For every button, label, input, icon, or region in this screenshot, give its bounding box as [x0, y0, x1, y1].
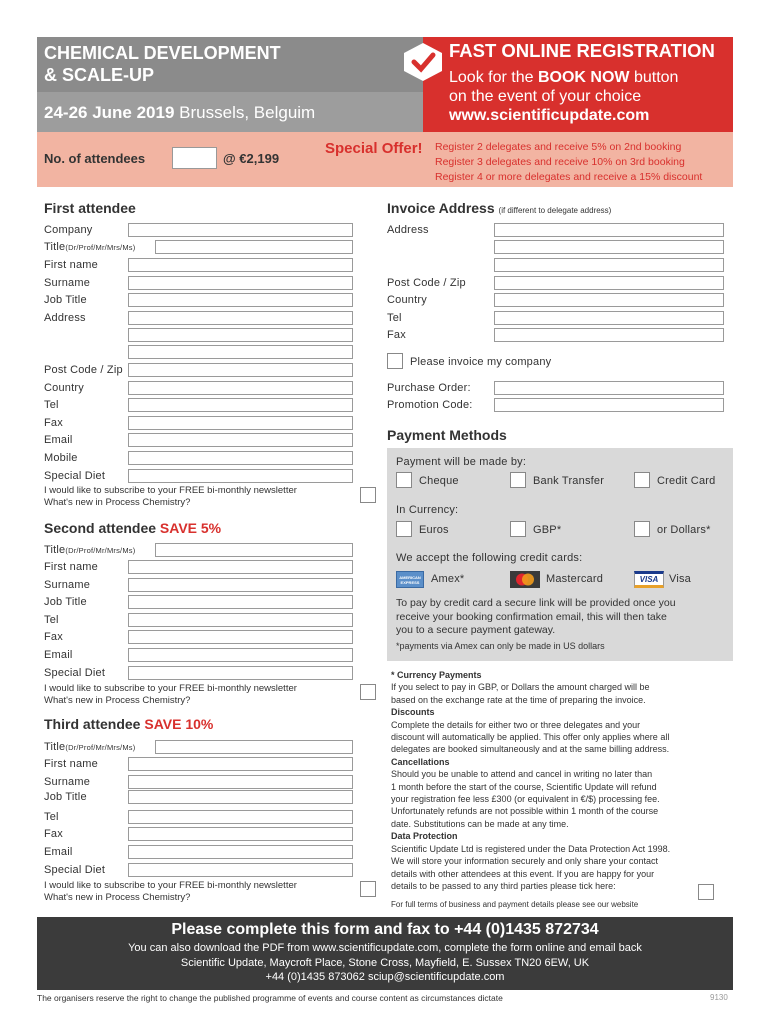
footer-lines: You can also download the PDF from www.scientificupdate.com, complete the form online and email back Scientific Update, Maycroft Place, Stone Cross, Mayfield, E. Sussex TN20 6EW, UK +44 (0)1435 873062 sciup@scientificupdate.com — [128, 942, 642, 983]
tel-field-3[interactable] — [128, 810, 353, 824]
fax-label-2: Fax — [44, 631, 63, 643]
mobile-field[interactable] — [128, 451, 353, 465]
book-now: BOOK NOW — [537, 69, 630, 86]
job-title-label-2: Job Title — [44, 596, 87, 608]
invoice-company-label: Please invoice my company — [410, 356, 552, 368]
first-name-field[interactable] — [128, 258, 353, 272]
post-code-label: Post Code / Zip — [44, 364, 123, 376]
email-label-3: Email — [44, 846, 73, 858]
form-code: 9130 — [710, 993, 728, 1002]
surname-label-3: Surname — [44, 776, 91, 788]
full-terms-note: For full terms of business and payment details please see our website — [391, 900, 639, 909]
attendees-input[interactable] — [172, 147, 217, 169]
location: Brussels, Belguim — [179, 103, 316, 122]
tel-field[interactable] — [128, 398, 353, 412]
title-field[interactable] — [155, 240, 353, 254]
visa-label: Visa — [669, 573, 691, 585]
invoice-country-field[interactable] — [494, 293, 724, 307]
fax-label-3: Fax — [44, 828, 63, 840]
first-name-label-3: First name — [44, 758, 98, 770]
email-label-2: Email — [44, 649, 73, 661]
first-name-field-3[interactable] — [128, 757, 353, 771]
address-field-2[interactable] — [128, 328, 353, 342]
reg-text: Look for the BOOK NOW button on the event of your choice www.scientificupdate.com — [449, 69, 679, 124]
company-field[interactable] — [128, 223, 353, 237]
job-title-label: Job Title — [44, 294, 87, 306]
credit-card-label: Credit Card — [657, 475, 716, 487]
promotion-code-field[interactable] — [494, 398, 724, 412]
surname-label: Surname — [44, 277, 91, 289]
euros-label: Euros — [419, 524, 449, 536]
newsletter-text: I would like to subscribe to your FREE bi-monthly newsletter What's new in Process Chemistry? — [44, 485, 297, 508]
title-label-2: Title(Dr/Prof/Mr/Mrs/Ms) — [44, 544, 136, 556]
title-field-2[interactable] — [155, 543, 353, 557]
event-title — [44, 42, 281, 86]
special-offer: Special Offer! — [325, 140, 423, 157]
reg-title: FAST ONLINE REGISTRATION — [449, 40, 715, 61]
newsletter-checkbox-2[interactable] — [360, 684, 376, 700]
invoice-post-label: Post Code / Zip — [387, 277, 466, 289]
amex-icon: AMERICAN EXPRESS — [396, 571, 424, 588]
newsletter-checkbox-3[interactable] — [360, 881, 376, 897]
surname-label-2: Surname — [44, 579, 91, 591]
save-5: SAVE 5% — [159, 520, 222, 536]
mastercard-icon — [510, 571, 540, 588]
fax-field-2[interactable] — [128, 630, 353, 644]
title-field-3[interactable] — [155, 740, 353, 754]
first-name-label: First name — [44, 259, 98, 271]
bank-transfer-label: Bank Transfer — [533, 475, 605, 487]
purchase-order-label: Purchase Order: — [387, 382, 471, 394]
amex-note: *payments via Amex can only be made in US dollars — [396, 641, 605, 651]
credit-card-checkbox[interactable] — [634, 472, 650, 488]
organisers-note: The organisers reserve the right to change the published programme of events and course content as circumstances dictate — [37, 993, 503, 1003]
address-field-1[interactable] — [128, 311, 353, 325]
payment-heading: Payment Methods — [387, 427, 507, 443]
job-title-field-2[interactable] — [128, 595, 353, 609]
invoice-address-3[interactable] — [494, 258, 724, 272]
email-field-3[interactable] — [128, 845, 353, 859]
accept-cards-label: We accept the following credit cards: — [396, 552, 583, 564]
tel-label-2: Tel — [44, 614, 59, 626]
invoice-tel-label: Tel — [387, 312, 402, 324]
special-diet-label-2: Special Diet — [44, 667, 106, 679]
invoice-fax-field[interactable] — [494, 328, 724, 342]
second-attendee-heading: Second attendee SAVE 5% — [44, 520, 222, 536]
surname-field-2[interactable] — [128, 578, 353, 592]
invoice-tel-field[interactable] — [494, 311, 724, 325]
fax-label: Fax — [44, 417, 63, 429]
attendees-label: No. of attendees — [44, 151, 146, 166]
dollars-checkbox[interactable] — [634, 521, 650, 537]
footer-main: Please complete this form and fax to +44 (0)1435 872734 — [171, 921, 599, 938]
address-label: Address — [44, 312, 86, 324]
tel-label: Tel — [44, 399, 59, 411]
gbp-checkbox[interactable] — [510, 521, 526, 537]
surname-field-3[interactable] — [128, 775, 353, 789]
event-dates — [44, 103, 315, 123]
dollars-label: or Dollars* — [657, 524, 711, 536]
newsletter-text-2: I would like to subscribe to your FREE bi-monthly newsletter What's new in Process Chemistry? — [44, 683, 297, 706]
visa-icon: VISA — [634, 571, 664, 588]
invoice-address-label: Address — [387, 224, 429, 236]
company-label: Company — [44, 224, 93, 236]
title-label: Title(Dr/Prof/Mr/Mrs/Ms) — [44, 241, 136, 253]
title-line2: & SCALE-UP — [44, 65, 155, 85]
title-label-3: Title(Dr/Prof/Mr/Mrs/Ms) — [44, 741, 136, 753]
special-diet-field-3[interactable] — [128, 863, 353, 877]
invoice-heading: Invoice Address (if different to delegate address) — [387, 200, 612, 216]
purchase-order-field[interactable] — [494, 381, 724, 395]
first-attendee-heading: First attendee — [44, 200, 136, 216]
title-line1: CHEMICAL DEVELOPMENT — [44, 43, 281, 63]
first-name-label-2: First name — [44, 561, 98, 573]
cheque-checkbox[interactable] — [396, 472, 412, 488]
currency-label: In Currency: — [396, 504, 459, 516]
newsletter-text-3: I would like to subscribe to your FREE bi-monthly newsletter What's new in Process Chemistry? — [44, 880, 297, 903]
amex-label: Amex* — [431, 573, 465, 585]
first-name-field-2[interactable] — [128, 560, 353, 574]
data-protection-checkbox[interactable] — [698, 884, 714, 900]
tel-label-3: Tel — [44, 811, 59, 823]
checkmark-icon — [403, 42, 443, 82]
fax-field[interactable] — [128, 416, 353, 430]
euros-checkbox[interactable] — [396, 521, 412, 537]
surname-field[interactable] — [128, 276, 353, 290]
email-field[interactable] — [128, 433, 353, 447]
country-label: Country — [44, 382, 84, 394]
email-field-2[interactable] — [128, 648, 353, 662]
job-title-field[interactable] — [128, 293, 353, 307]
invoice-post-field[interactable] — [494, 276, 724, 290]
invoice-address-1[interactable] — [494, 223, 724, 237]
secure-link-text: To pay by credit card a secure link will be provided once you receive your booking confirmation email, this will then take you to a secure payment gateway. — [396, 597, 676, 636]
third-attendee-heading: Third attendee SAVE 10% — [44, 716, 214, 732]
offer-lines: Register 2 delegates and receive 5% on 2nd booking Register 3 delegates and receive 10% on 3rd booking Register 4 or more delegates and receive a 15% discount — [435, 141, 703, 183]
email-label: Email — [44, 434, 73, 446]
invoice-company-checkbox[interactable] — [387, 353, 403, 369]
bank-transfer-checkbox[interactable] — [510, 472, 526, 488]
address-field-3[interactable] — [128, 345, 353, 359]
fax-field-3[interactable] — [128, 827, 353, 841]
country-field[interactable] — [128, 381, 353, 395]
invoice-country-label: Country — [387, 294, 427, 306]
tel-field-2[interactable] — [128, 613, 353, 627]
mobile-label: Mobile — [44, 452, 78, 464]
reg-url[interactable]: www.scientificupdate.com — [449, 107, 650, 124]
special-diet-label: Special Diet — [44, 470, 106, 482]
newsletter-checkbox-1[interactable] — [360, 487, 376, 503]
payment-made-by: Payment will be made by: — [396, 456, 527, 468]
special-diet-field-2[interactable] — [128, 666, 353, 680]
terms-text: * Currency Payments If you select to pay in GBP, or Dollars the amount charged will be based on the exchange rate at the time of preparing the invoice. Discounts Complete the details for either two or three delegates and your discount will automatically be applied. This offer only applies where all delegates are booked simultaneously and at the same billing address. Cancellations Should you be unable to attend and cancel in writing no later than 1 month before the start of the course, Scientific Update will refund your registration fee less £300 (or equivalent in €/$) processing fee. Unfortunately refunds are not possible within 1 month of the course date. Substitutions can be made at any time. Data Protection Scientific Update Ltd is registered under the Data Protection Act 1998. We will store your information securely and only share your contact details with other attendees at this event. If you are happy for your details to be passed to any third parties please tick here: — [391, 670, 671, 891]
special-diet-field[interactable] — [128, 469, 353, 483]
cheque-label: Cheque — [419, 475, 459, 487]
job-title-label-3: Job Title — [44, 791, 87, 803]
invoice-address-2[interactable] — [494, 240, 724, 254]
mastercard-label: Mastercard — [546, 573, 604, 585]
save-10: SAVE 10% — [144, 716, 214, 732]
invoice-fax-label: Fax — [387, 329, 406, 341]
promotion-code-label: Promotion Code: — [387, 399, 473, 411]
price: @ €2,199 — [223, 151, 280, 166]
gbp-label: GBP* — [533, 524, 562, 536]
special-diet-label-3: Special Diet — [44, 864, 106, 876]
post-code-field[interactable] — [128, 363, 353, 377]
dates: 24-26 June 2019 — [44, 103, 175, 122]
job-title-field-3[interactable] — [128, 790, 353, 804]
